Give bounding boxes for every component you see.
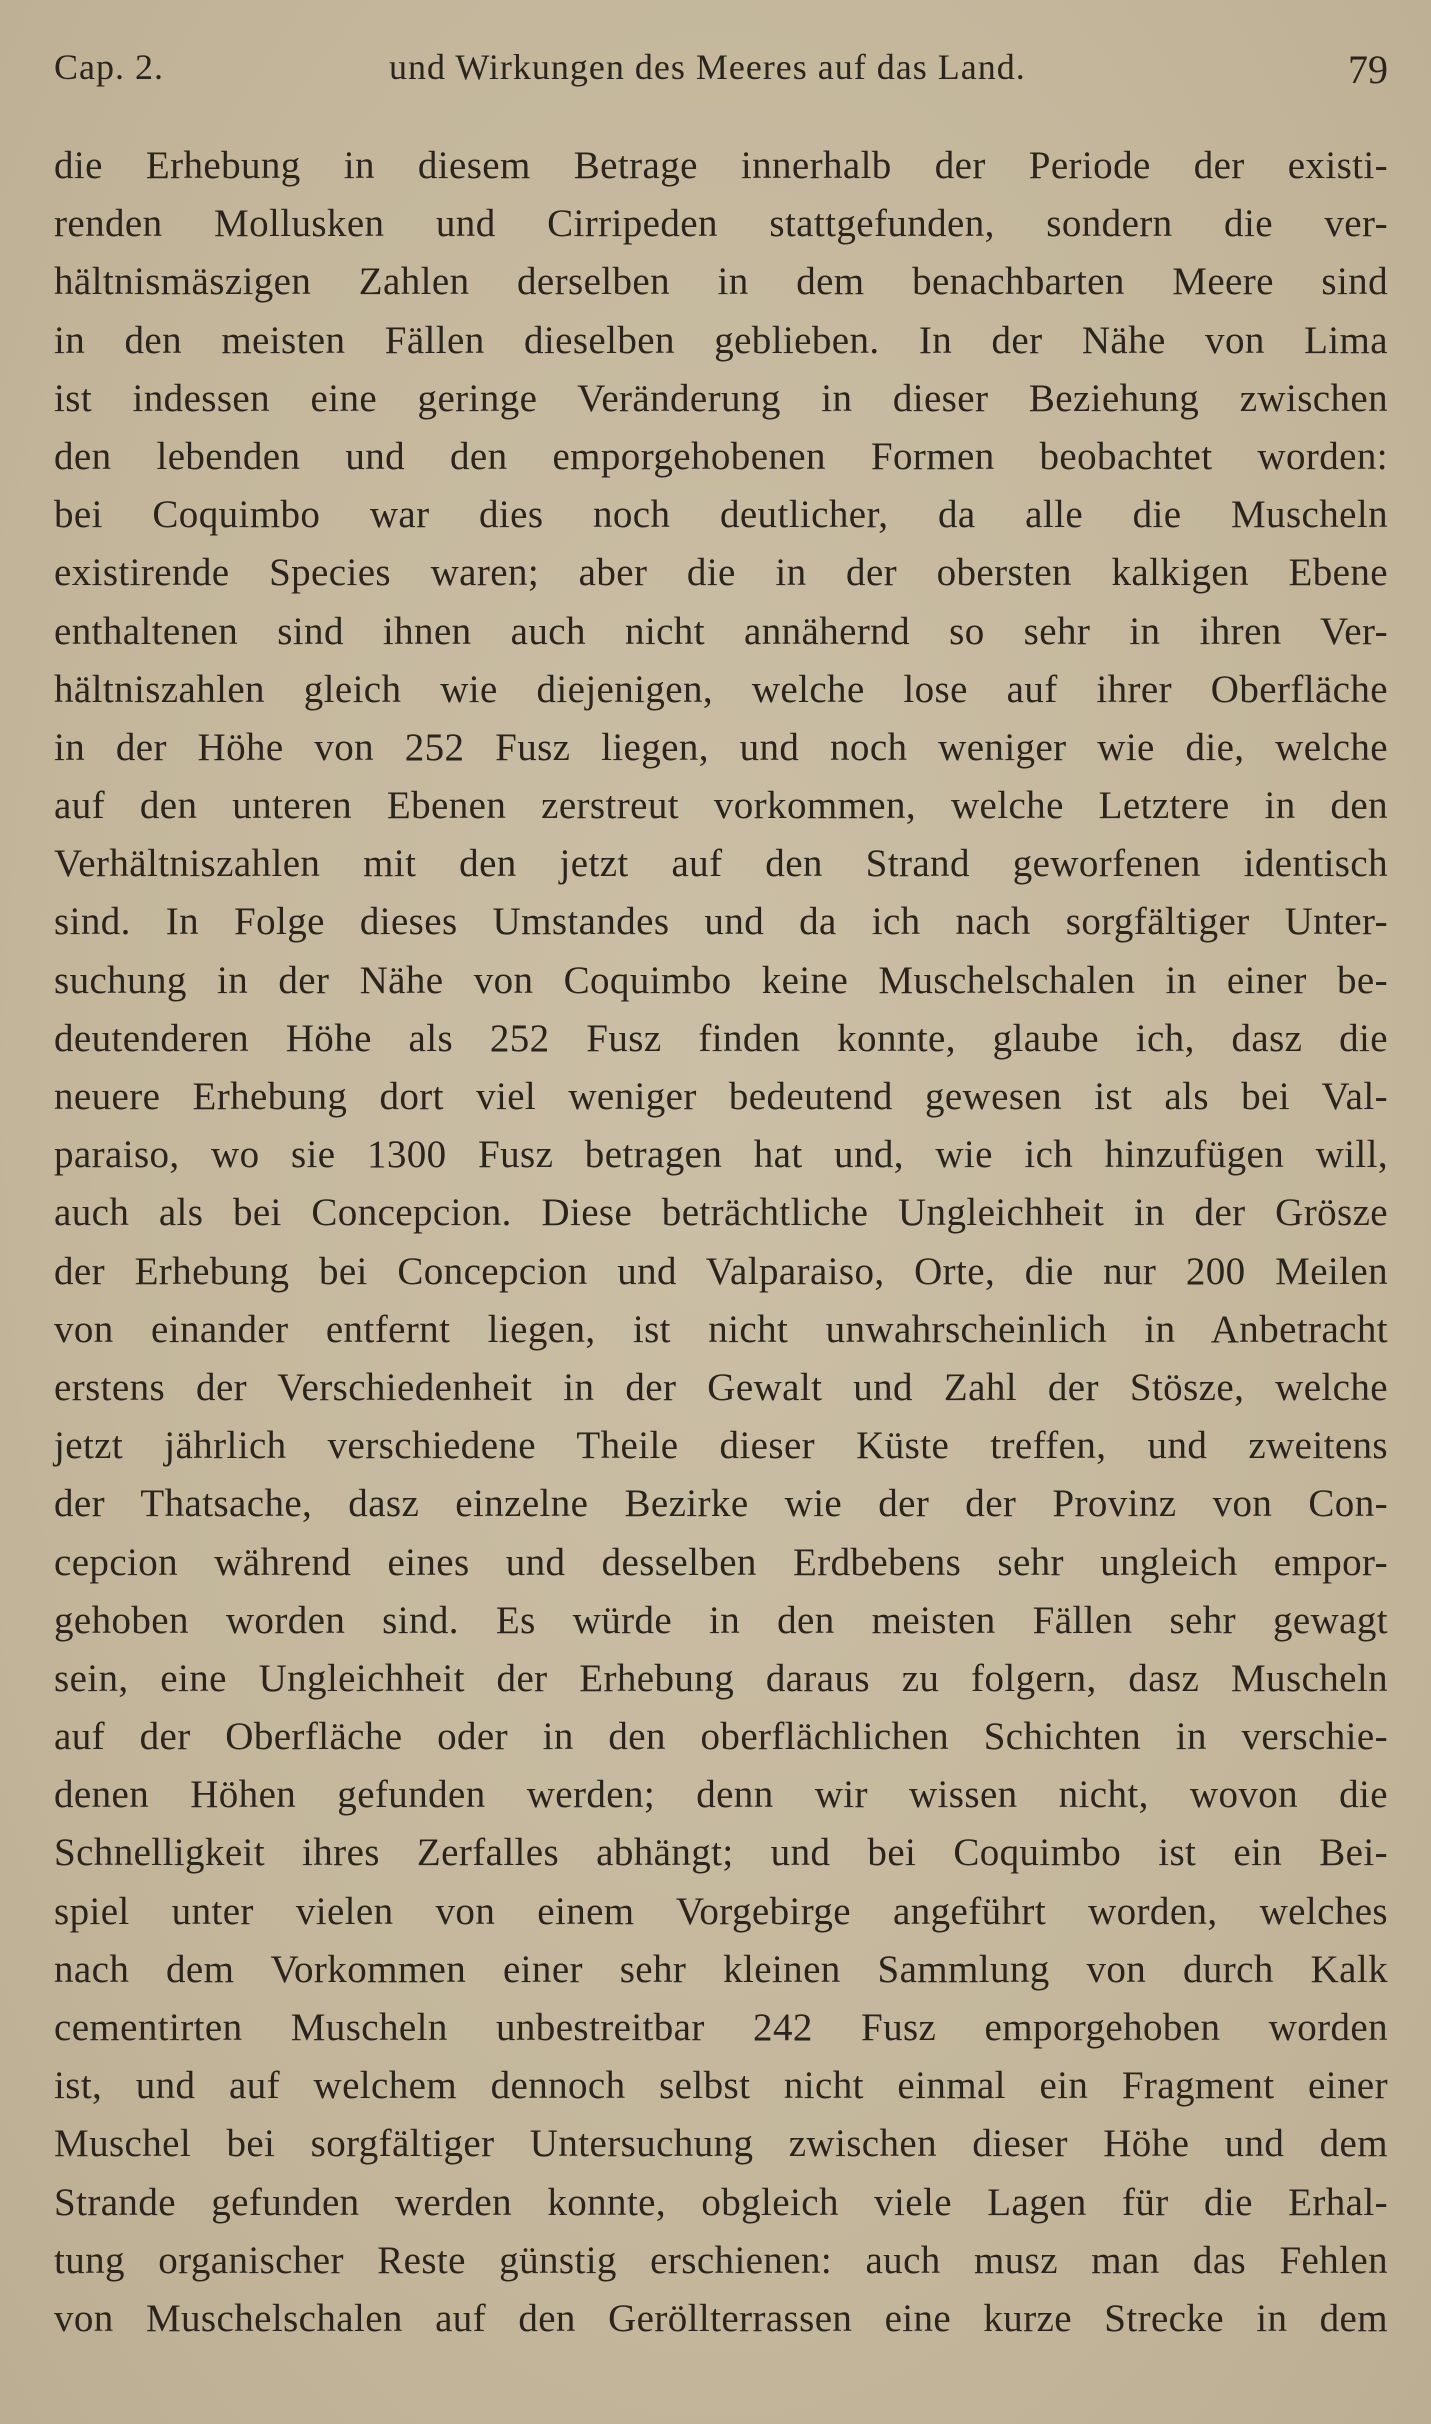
text-line: renden Mollusken und Cirripeden stattgefunden, sondern die ver- bbox=[54, 202, 1388, 246]
text-line: sind. In Folge dieses Umstandes und da ich nach sorgfältiger Unter- bbox=[54, 900, 1388, 944]
text-line: Schnelligkeit ihres Zerfalles abhängt; und bei Coquimbo ist ein Bei- bbox=[54, 1831, 1388, 1875]
text-line: neuere Erhebung dort viel weniger bedeutend gewesen ist als bei Val- bbox=[54, 1075, 1388, 1118]
text-line: jetzt jährlich verschiedene Theile dieser Küste treffen, und zweitens bbox=[54, 1424, 1388, 1468]
text-line: cementirten Muscheln unbestreitbar 242 Fusz emporgehoben worden bbox=[54, 2006, 1388, 2049]
text-line: auch als bei Concepcion. Diese beträchtliche Ungleichheit in der Grösze bbox=[54, 1191, 1388, 1235]
text-line: erstens der Verschiedenheit in der Gewalt und Zahl der Stösze, welche bbox=[54, 1365, 1388, 1409]
text-line: in der Höhe von 252 Fusz liegen, und noch weniger wie die, welche bbox=[54, 725, 1388, 769]
text-line: spiel unter vielen von einem Vorgebirge angeführt worden, welches bbox=[54, 1889, 1388, 1933]
text-line: nach dem Vorkommen einer sehr kleinen Sammlung von durch Kalk bbox=[54, 1947, 1388, 1991]
text-line: die Erhebung in diesem Betrage innerhalb der Periode der existi- bbox=[54, 144, 1388, 187]
text-line: denen Höhen gefunden werden; denn wir wissen nicht, wovon die bbox=[54, 1773, 1388, 1817]
running-title: und Wirkungen des Meeres auf das Land. bbox=[389, 47, 1026, 87]
text-line: sein, eine Ungleichheit der Erhebung daraus zu folgern, dasz Muscheln bbox=[54, 1656, 1388, 1700]
text-line: ist indessen eine geringe Veränderung in dieser Beziehung zwischen bbox=[54, 376, 1388, 420]
text-line: auf der Oberfläche oder in den oberflächlichen Schichten in verschie- bbox=[54, 1715, 1388, 1759]
running-header bbox=[54, 40, 1388, 90]
text-line: Muschel bei sorgfältiger Untersuchung zwischen dieser Höhe und dem bbox=[54, 2122, 1388, 2166]
text-line: enthaltenen sind ihnen auch nicht annähernd so sehr in ihren Ver- bbox=[54, 609, 1388, 653]
text-line: Strande gefunden werden konnte, obgleich viele Lagen für die Erhal- bbox=[54, 2180, 1388, 2224]
text-line: suchung in der Nähe von Coquimbo keine Muschelschalen in einer be- bbox=[54, 958, 1388, 1002]
text-line: der Thatsache, dasz einzelne Bezirke wie der der Provinz von Con- bbox=[54, 1482, 1388, 1526]
text-line: auf den unteren Ebenen zerstreut vorkommen, welche Letztere in den bbox=[54, 784, 1388, 828]
text-line: in den meisten Fällen dieselben geblieben. In der Nähe von Lima bbox=[54, 318, 1388, 362]
chapter-label: Cap. 2. bbox=[54, 47, 164, 87]
text-line: der Erhebung bei Concepcion und Valparaiso, Orte, die nur 200 Meilen bbox=[54, 1249, 1388, 1293]
text-line: tung organischer Reste günstig erschienen: auch musz man das Fehlen bbox=[54, 2238, 1388, 2282]
text-line: ist, und auf welchem dennoch selbst nicht einmal ein Fragment einer bbox=[54, 2064, 1388, 2108]
text-line: existirende Species waren; aber die in der obersten kalkigen Ebene bbox=[54, 551, 1388, 595]
text-line: den lebenden und den emporgehobenen Formen beobachtet worden: bbox=[54, 434, 1388, 478]
text-line: von einander entfernt liegen, ist nicht unwahrscheinlich in Anbetracht bbox=[54, 1307, 1388, 1351]
text-line: hältnismäszigen Zahlen derselben in dem benachbarten Meere sind bbox=[54, 260, 1388, 304]
text-line: deutenderen Höhe als 252 Fusz finden konnte, glaube ich, dasz die bbox=[54, 1016, 1388, 1060]
text-line: Verhältniszahlen mit den jetzt auf den Strand geworfenen identisch bbox=[54, 842, 1388, 886]
text-line: von Muschelschalen auf den Geröllterrassen eine kurze Strecke in dem bbox=[54, 2296, 1388, 2340]
text-line: hältniszahlen gleich wie diejenigen, welche lose auf ihrer Oberfläche bbox=[54, 667, 1388, 711]
text-line: cepcion während eines und desselben Erdbebens sehr ungleich empor- bbox=[54, 1540, 1388, 1584]
text-line: gehoben worden sind. Es würde in den meisten Fällen sehr gewagt bbox=[54, 1598, 1388, 1642]
text-line: paraiso, wo sie 1300 Fusz betragen hat und, wie ich hinzufügen will, bbox=[54, 1133, 1388, 1177]
text-line: bei Coquimbo war dies noch deutlicher, da alle die Muscheln bbox=[54, 493, 1388, 537]
body-paragraph bbox=[54, 137, 1388, 2348]
page-number: 79 bbox=[1348, 47, 1388, 92]
